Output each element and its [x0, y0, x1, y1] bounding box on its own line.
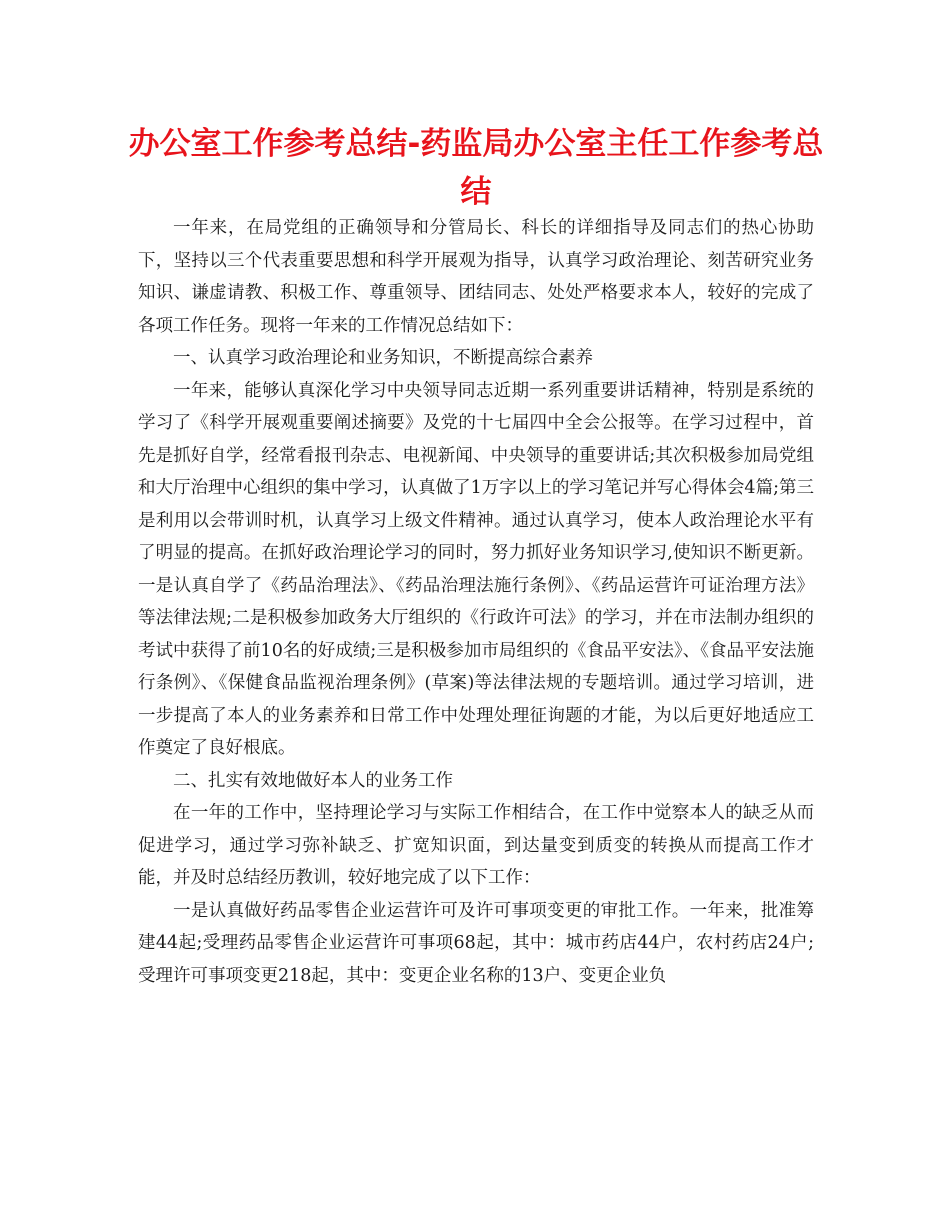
document-title: 办公室工作参考总结-药监局办公室主任工作参考总结 [128, 126, 824, 210]
section-2-item-1-paragraph: 一是认真做好药品零售企业运营许可及许可事项变更的审批工作。一年来，批准筹建44起;受理药品零售企业运营许可事项68起，其中：城市药店44户，农村药店24户;受理许可事项变更218起，其中：变更企业名称的13户、变更企业负 [138, 900, 814, 986]
section-1-paragraph: 一年来，能够认真深化学习中央领导同志近期一系列重要讲话精神，特别是系统的学习了《科学开展观重要阐述摘要》及党的十七届四中全会公报等。在学习过程中，首先是抓好自学，经常看报刊杂志、电视新闻、中央领导的重要讲话;其次积极参加局党组和大厅治理中心组织的集中学习，认真做了1万字以上的学习笔记并写心得体会4篇;第三是利用以会带训时机，认真学习上级文件精神。通过认真学习，使本人政治理论水平有了明显的提高。在抓好政治理论学习的同时，努力抓好业务知识学习,使知识不断更新。一是认真自学了《药品治理法》、《药品治理法施行条例》、《药品运营许可证治理方法》等法律法规;二是积极参加政务大厅组织的《行政许可法》的学习，并在市法制办组织的考试中获得了前10名的好成绩;三是积极参加市局组织的《食品平安法》、《食品平安法施行条例》、《保健食品监视治理条例》(草案)等法律法规的专题培训。通过学习培训，进一步提高了本人的业务素养和日常工作中处理处理征询题的才能，为以后更好地适应工作奠定了良好根底。 [138, 380, 814, 758]
document-body [138, 212, 814, 992]
section-heading-1: 一、认真学习政治理论和业务知识，不断提高综合素养 [173, 348, 593, 368]
section-heading-2: 二、扎实有效地做好本人的业务工作 [173, 770, 453, 791]
section-2-paragraph: 在一年的工作中，坚持理论学习与实际工作相结合，在工作中觉察本人的缺乏从而促进学习，通过学习弥补缺乏、扩宽知识面，到达量变到质变的转换从而提高工作才能，并及时总结经历教训，较好地完成了以下工作： [138, 803, 814, 888]
intro-paragraph: 一年来，在局党组的正确领导和分管局长、科长的详细指导及同志们的热心协助下，坚持以三个代表重要思想和科学开展观为指导，认真学习政治理论、刻苦研究业务知识、谦虚请教、积极工作、尊重领导、团结同志、处处严格要求本人，较好的完成了各项工作任务。现将一年来的工作情况总结如下： [138, 218, 814, 336]
